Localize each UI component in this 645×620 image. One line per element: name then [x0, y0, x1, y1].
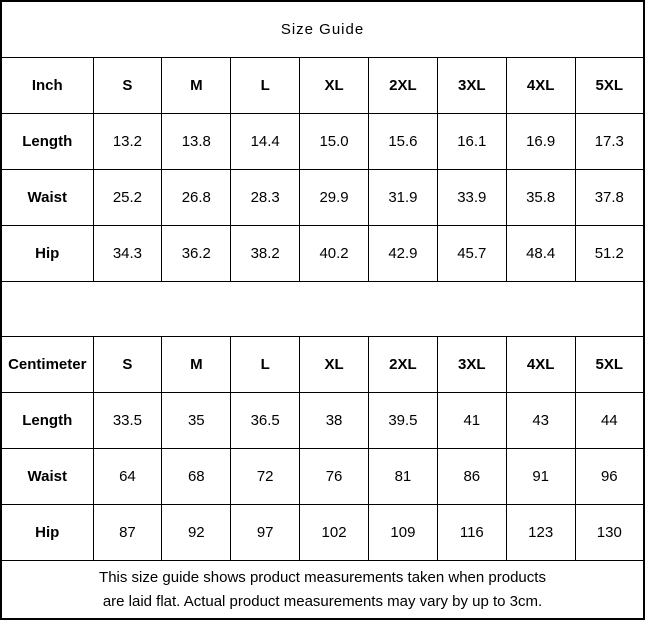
row-label-length: Length	[1, 114, 93, 170]
size-header-l: L	[231, 58, 300, 114]
measurement-value: 15.6	[369, 114, 438, 170]
measurement-value: 51.2	[575, 226, 644, 282]
row-label-waist: Waist	[1, 449, 93, 505]
cm-header-row	[1, 337, 644, 393]
measurement-value: 28.3	[231, 170, 300, 226]
cm-length-row	[1, 393, 644, 449]
measurement-value: 35.8	[506, 170, 575, 226]
measurement-value: 64	[93, 449, 162, 505]
footer-row	[1, 561, 644, 620]
size-header-s: S	[93, 337, 162, 393]
size-header-3xl: 3XL	[437, 337, 506, 393]
measurement-value: 123	[506, 505, 575, 561]
spacer-row	[1, 282, 644, 337]
measurement-value: 37.8	[575, 170, 644, 226]
measurement-value: 33.5	[93, 393, 162, 449]
page-title: Size Guide	[1, 1, 644, 58]
row-label-length: Length	[1, 393, 93, 449]
size-header-4xl: 4XL	[506, 58, 575, 114]
measurement-value: 13.2	[93, 114, 162, 170]
inch-hip-row	[1, 226, 644, 282]
measurement-value: 72	[231, 449, 300, 505]
measurement-value: 76	[300, 449, 369, 505]
measurement-value: 17.3	[575, 114, 644, 170]
footer-note-line1: This size guide shows product measurements taken when products	[99, 569, 546, 587]
measurement-value: 36.5	[231, 393, 300, 449]
size-header-3xl: 3XL	[437, 58, 506, 114]
measurement-value: 31.9	[369, 170, 438, 226]
title-row	[1, 1, 644, 58]
size-header-2xl: 2XL	[369, 58, 438, 114]
unit-label-centimeter: Centimeter	[1, 337, 93, 393]
measurement-value: 86	[437, 449, 506, 505]
measurement-value: 38	[300, 393, 369, 449]
cm-waist-row	[1, 449, 644, 505]
measurement-value: 43	[506, 393, 575, 449]
measurement-value: 29.9	[300, 170, 369, 226]
footer-note	[1, 561, 644, 620]
measurement-value: 25.2	[93, 170, 162, 226]
size-header-l: L	[231, 337, 300, 393]
size-header-m: M	[162, 58, 231, 114]
footer-note-line2: are laid flat. Actual product measurements may vary by up to 3cm.	[102, 592, 543, 610]
measurement-value: 26.8	[162, 170, 231, 226]
row-label-hip: Hip	[1, 226, 93, 282]
size-header-5xl: 5XL	[575, 337, 644, 393]
measurement-value: 97	[231, 505, 300, 561]
measurement-value: 34.3	[93, 226, 162, 282]
unit-label-inch: Inch	[1, 58, 93, 114]
row-label-hip: Hip	[1, 505, 93, 561]
measurement-value: 39.5	[369, 393, 438, 449]
size-header-xl: XL	[300, 337, 369, 393]
size-header-4xl: 4XL	[506, 337, 575, 393]
measurement-value: 36.2	[162, 226, 231, 282]
measurement-value: 44	[575, 393, 644, 449]
measurement-value: 15.0	[300, 114, 369, 170]
measurement-value: 92	[162, 505, 231, 561]
measurement-value: 42.9	[369, 226, 438, 282]
measurement-value: 40.2	[300, 226, 369, 282]
row-label-waist: Waist	[1, 170, 93, 226]
measurement-value: 41	[437, 393, 506, 449]
measurement-value: 16.9	[506, 114, 575, 170]
size-header-xl: XL	[300, 58, 369, 114]
measurement-value: 91	[506, 449, 575, 505]
measurement-value: 81	[369, 449, 438, 505]
measurement-value: 38.2	[231, 226, 300, 282]
size-header-m: M	[162, 337, 231, 393]
measurement-value: 96	[575, 449, 644, 505]
measurement-value: 16.1	[437, 114, 506, 170]
inch-length-row	[1, 114, 644, 170]
measurement-value: 87	[93, 505, 162, 561]
measurement-value: 109	[369, 505, 438, 561]
measurement-value: 35	[162, 393, 231, 449]
measurement-value: 45.7	[437, 226, 506, 282]
cm-hip-row	[1, 505, 644, 561]
measurement-value: 48.4	[506, 226, 575, 282]
size-header-s: S	[93, 58, 162, 114]
inch-waist-row	[1, 170, 644, 226]
inch-header-row	[1, 58, 644, 114]
size-header-5xl: 5XL	[575, 58, 644, 114]
size-header-2xl: 2XL	[369, 337, 438, 393]
measurement-value: 116	[437, 505, 506, 561]
spacer-cell	[1, 282, 644, 337]
measurement-value: 14.4	[231, 114, 300, 170]
measurement-value: 130	[575, 505, 644, 561]
measurement-value: 33.9	[437, 170, 506, 226]
measurement-value: 13.8	[162, 114, 231, 170]
measurement-value: 102	[300, 505, 369, 561]
measurement-value: 68	[162, 449, 231, 505]
